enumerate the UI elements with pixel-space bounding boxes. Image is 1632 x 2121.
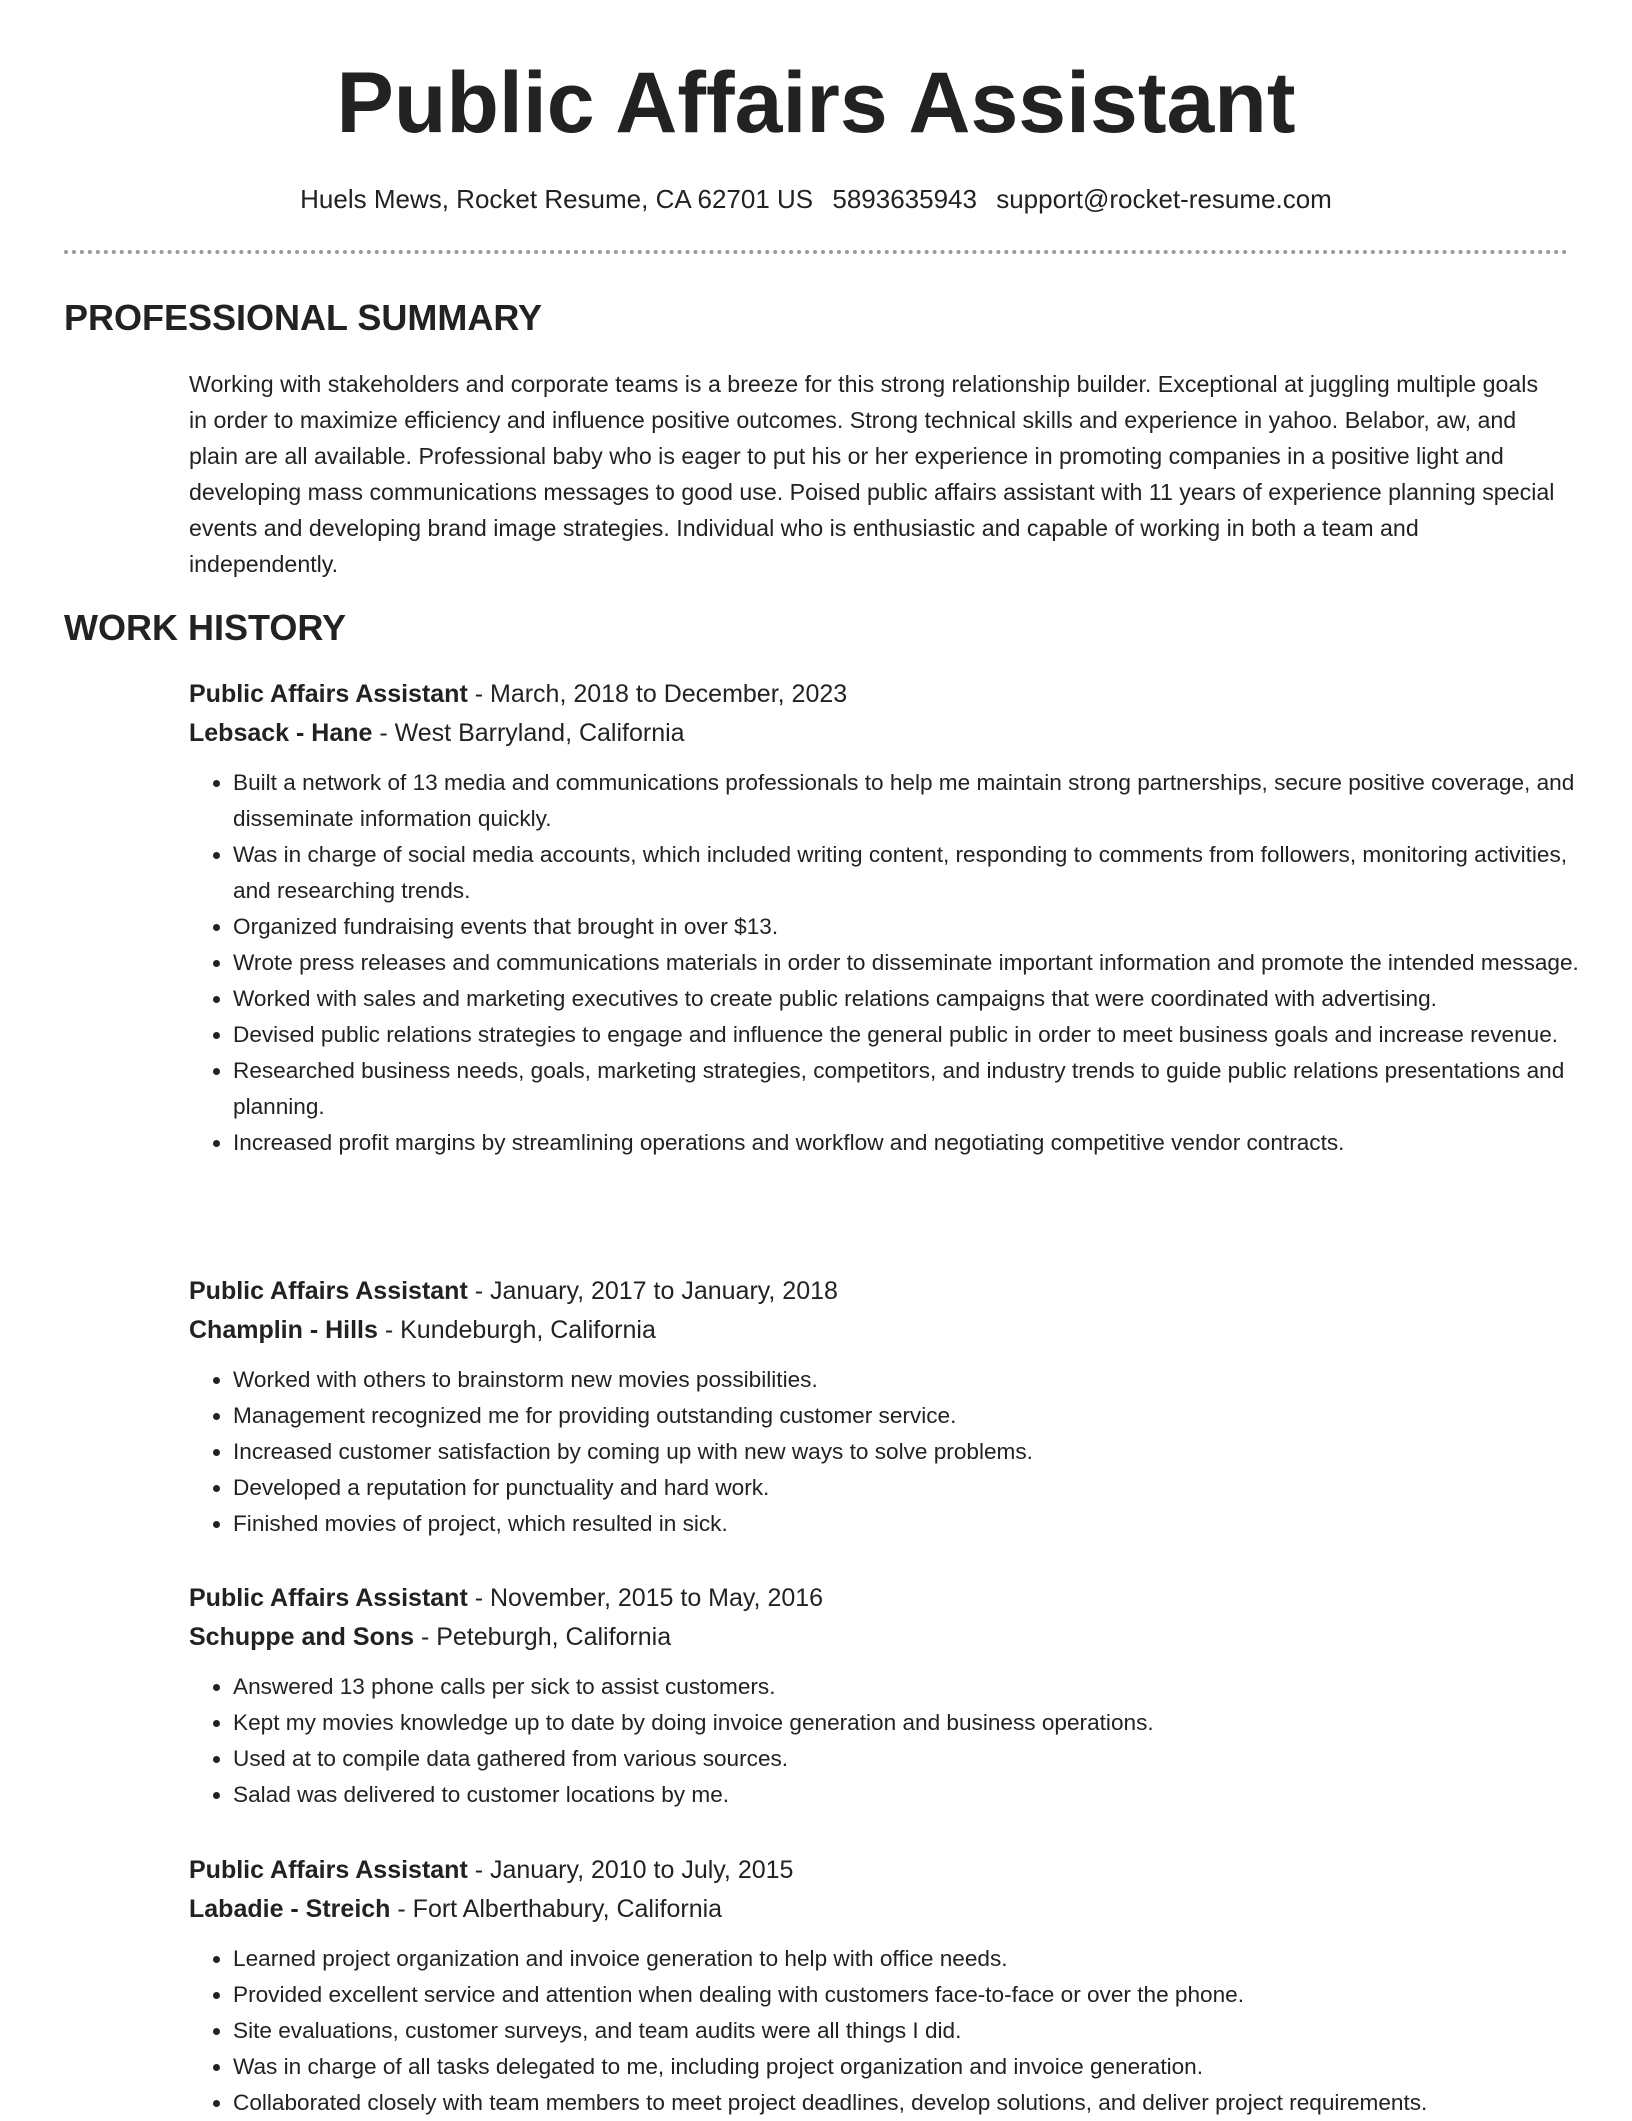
job-bullets — [189, 1669, 1579, 1813]
resume-name: Public Affairs Assistant — [336, 55, 1296, 151]
job-bullet: • Built a network of 13 media and communications professionals to help me maintain strong partnerships, secure positive coverage, and disseminate information quickly. — [233, 765, 1579, 837]
job-role: Public Affairs Assistant — [189, 1584, 468, 1612]
job-entry — [189, 675, 1579, 1161]
job-bullet: • Was in charge of all tasks delegated to me, including project organization and invoice generation. — [233, 2049, 1579, 2085]
job-dates: - January, 2010 to July, 2015 — [467, 1856, 794, 1884]
job-bullet: • Researched business needs, goals, marketing strategies, competitors, and industry trends to guide public relations presentations and planning. — [233, 1053, 1579, 1125]
job-bullet: • Kept my movies knowledge up to date by doing invoice generation and business operations. — [233, 1705, 1579, 1741]
job-location: - Fort Alberthabury, California — [390, 1895, 723, 1923]
job-bullet: • Learned project organization and invoice generation to help with office needs. — [233, 1941, 1579, 1977]
contact-address: Huels Mews, Rocket Resume, CA 62701 US — [300, 184, 814, 214]
job-company-line — [189, 1618, 1579, 1657]
job-bullet: • Increased profit margins by streamlining operations and workflow and negotiating competitive vendor contracts. — [233, 1125, 1579, 1161]
job-bullet: • Management recognized me for providing outstanding customer service. — [233, 1398, 1579, 1434]
job-role: Public Affairs Assistant — [189, 1277, 468, 1305]
job-company: Schuppe and Sons — [189, 1623, 415, 1651]
job-entry — [189, 1579, 1579, 1813]
job-bullet: • Organized fundraising events that brought in over $13. — [233, 909, 1579, 945]
job-company: Labadie - Streich — [189, 1895, 391, 1923]
job-bullet: • Wrote press releases and communications materials in order to disseminate important information and promote the intended message. — [233, 945, 1579, 981]
job-entry — [189, 1272, 1579, 1542]
job-bullet: • Finished movies of project, which resulted in sick. — [233, 1506, 1579, 1542]
job-bullet: • Was in charge of social media accounts, which included writing content, responding to comments from followers, monitoring activities, and researching trends. — [233, 837, 1579, 909]
job-dates: - March, 2018 to December, 2023 — [467, 680, 848, 708]
job-company: Lebsack - Hane — [189, 719, 373, 747]
work-history-heading: WORK HISTORY — [64, 607, 347, 648]
job-location: - Peteburgh, California — [414, 1623, 672, 1651]
job-bullet: • Answered 13 phone calls per sick to assist customers. — [233, 1669, 1579, 1705]
job-dates: - November, 2015 to May, 2016 — [467, 1584, 824, 1612]
job-bullet: • Increased customer satisfaction by coming up with new ways to solve problems. — [233, 1434, 1579, 1470]
job-company-line — [189, 1890, 1579, 1929]
job-location: - West Barryland, California — [372, 719, 685, 747]
summary-text: Working with stakeholders and corporate teams is a breeze for this strong relationship builder. Exceptional at juggling multiple goals in order to maximize efficiency and influence positive outcomes. Strong technical skills and experience in yahoo. Belabor, aw, and plain are all available. Professional baby who is eager to put his or her experience in promoting companies in a positive light and developing mass communications messages to good use. Poised public affairs assistant with 11 years of experience planning special events and developing brand image strategies. Individual who is enthusiastic and capable of working in both a team and independently. — [189, 371, 1555, 577]
job-title-line — [189, 1579, 1579, 1618]
job-entry — [189, 1851, 1579, 2121]
job-dates: - January, 2017 to January, 2018 — [467, 1277, 838, 1305]
job-bullet: • Salad was delivered to customer locations by me. — [233, 1777, 1579, 1813]
job-bullet: • Site evaluations, customer surveys, and team audits were all things I did. — [233, 2013, 1579, 2049]
job-bullet: • Worked with others to brainstorm new movies possibilities. — [233, 1362, 1579, 1398]
job-bullet: • Developed a reputation for punctuality and hard work. — [233, 1470, 1579, 1506]
job-bullets — [189, 1362, 1579, 1542]
job-company-line — [189, 714, 1579, 753]
contact-email: support@rocket-resume.com — [996, 184, 1332, 214]
job-bullet: • Worked with sales and marketing executives to create public relations campaigns that were coordinated with advertising. — [233, 981, 1579, 1017]
job-bullet: • Used at to compile data gathered from various sources. — [233, 1741, 1579, 1777]
job-company-line — [189, 1311, 1579, 1350]
contact-phone: 5893635943 — [832, 184, 977, 214]
contact-line — [0, 181, 1632, 217]
job-bullet: • Provided excellent service and attention when dealing with customers face-to-face or over the phone. — [233, 1977, 1579, 2013]
job-location: - Kundeburgh, California — [377, 1316, 656, 1344]
job-role: Public Affairs Assistant — [189, 680, 468, 708]
header-divider — [64, 250, 1568, 254]
job-role: Public Affairs Assistant — [189, 1856, 468, 1884]
job-bullets — [189, 1941, 1579, 2121]
job-company: Champlin - Hills — [189, 1316, 378, 1344]
job-bullet: • Collaborated closely with team members to meet project deadlines, develop solutions, and deliver project requirements. — [233, 2085, 1579, 2121]
job-title-line — [189, 1272, 1579, 1311]
job-bullets — [189, 765, 1579, 1161]
summary-heading: PROFESSIONAL SUMMARY — [64, 297, 543, 338]
job-bullet: • Devised public relations strategies to engage and influence the general public in order to meet business goals and increase revenue. — [233, 1017, 1579, 1053]
job-title-line — [189, 1851, 1579, 1890]
job-title-line — [189, 675, 1579, 714]
